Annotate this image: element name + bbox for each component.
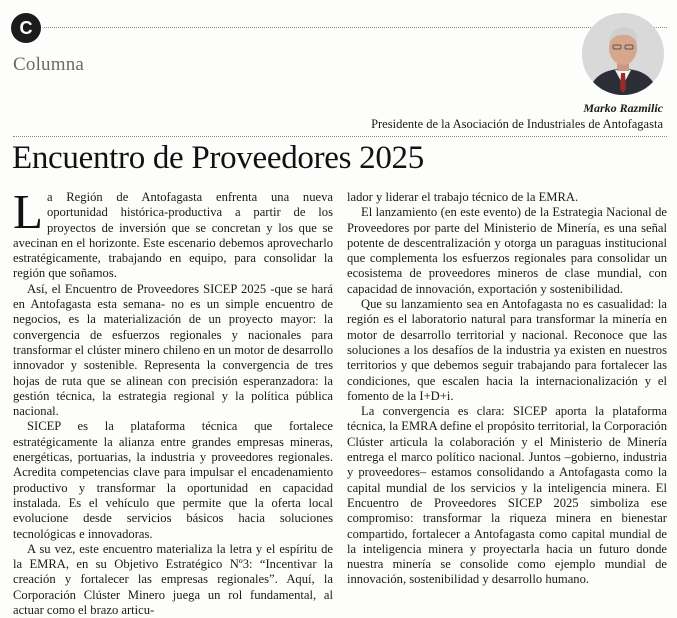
author-photo: [582, 13, 664, 95]
paragraph-text: a Región de Antofagasta enfrenta una nueva oportunidad histórica-productiva a partir de los proyectos de inversión que se concretan y los que se avecinan en el horizonte. Este escenario debemos aprovecharlo estratégicamente, trabajando en equipo, para consolidar la región que soñamos.: [13, 190, 333, 281]
byline-divider: [13, 136, 667, 137]
article-paragraph: Así, el Encuentro de Proveedores SICEP 2025 -que se hará en Antofagasta esta semana- no es un simple encuentro de negocios, es la materialización de un proyecto mayor: la convergencia de esfuerzos regionales y nacionales para transformar el clúster minero chileno en un motor de desarrollo innovador y sostenible. Representa la convergencia de tres hojas de ruta que se alinean con precisión esperanzadora: la gestión técnica, la estrategia regional y la política pública nacional.: [13, 281, 333, 419]
article-paragraph: Que su lanzamiento sea en Antofagasta no es casualidad: la región es el laboratorio natural para transformar la minería en motor de desarrollo territorial y nacional. Reconoce que las soluciones a los desafíos de la industria ya existen en nuestros territorios y que debemos seguir trabajando para fortalecer las condiciones, que escalen hacia la internacionalización y el fomento de la I+D+i.: [347, 297, 667, 403]
article-paragraph: lador y liderar el trabajo técnico de la EMRA.: [347, 190, 579, 204]
section-label: Columna: [13, 54, 85, 75]
article-column-right: [347, 190, 667, 588]
article-paragraph: [13, 184, 333, 282]
article-column-left: [13, 184, 333, 618]
article-paragraph: A su vez, este encuentro materializa la letra y el espíritu de la EMRA, en su Objetivo Estratégico Nº3: “Incentivar la creación y fortalecer las empresas regionales”. Aquí, la Corporación Clúster Minero juega un rol fundamental, al actuar como el brazo articu-: [13, 541, 333, 618]
header-divider: [44, 27, 667, 28]
article-paragraph: El lanzamiento (en este evento) de la Estrategia Nacional de Proveedores por parte del Ministerio de Minería, es una señal potente de descentralización y otorga un paraguas institucional que complementa los esfuerzos regionales para consolidar un ecosistema de proveedores mineros de clase mundial, con capacidad de innovación, exportación y sostenibilidad.: [347, 205, 667, 296]
article-title: Encuentro de Proveedores 2025: [12, 140, 424, 176]
drop-cap: L: [13, 184, 43, 239]
author-name: Marko Razmilic: [583, 101, 663, 115]
author-role: Presidente de la Asociación de Industriales de Antofagasta: [371, 117, 663, 131]
article-paragraph: SICEP es la plataforma técnica que fortalece estratégicamente la alianza entre grandes empresas mineras, energéticas, portuarias, la industria y proveedores regionales. Acredita competencias clave para impulsar el encadenamiento productivo y transformar la oportunidad en capacidad instalada. Es el vehículo que permite que la oferta local evolucione desde servicios básicos hacia soluciones tecnológicas e innovadoras.: [13, 419, 333, 541]
column-badge: C: [11, 13, 41, 43]
article-paragraph: La convergencia es clara: SICEP aporta la plataforma técnica, la EMRA define el propósito territorial, la Corporación Clúster articula la colaboración y el Ministerio de Minería entrega el marco político nacional. Juntos –gobierno, industria y proveedores– estamos consolidando a Antofagasta como la capital mundial de los servicios y la inteligencia minera. El Encuentro de Proveedores SICEP 2025 simboliza ese compromiso: transformar la riqueza minera en bienestar compartido, fortalecer a Antofagasta como capital mundial de la inteligencia minera y proyectarla hacia un futuro donde nuestra minería se consolide como ejemplo mundial de innovación, sostenibilidad y desarrollo humano.: [347, 404, 667, 587]
author-portrait-image: [582, 13, 664, 95]
